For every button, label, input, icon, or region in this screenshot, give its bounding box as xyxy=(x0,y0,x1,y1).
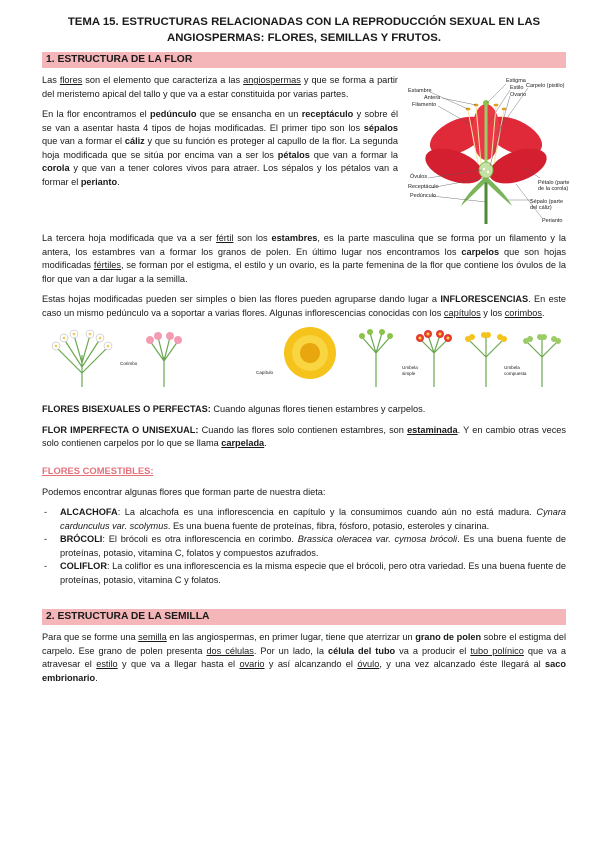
paragraph-dieta: Podemos encontrar algunas flores que forman parte de nuestra dieta: xyxy=(42,486,326,497)
corimbo-illustration xyxy=(52,330,112,387)
label-antera: Antera xyxy=(424,95,441,101)
label-filamento: Filamento xyxy=(412,102,437,108)
flower-diagram-svg xyxy=(406,74,570,232)
paragraph-flores: Las flores son el elemento que caracteriza a las angiospermas y que se forma a partir del meristemo apical del tallo y que va a estar constituida por varias partes. xyxy=(42,75,398,99)
inflorescence-illustrations xyxy=(42,327,566,389)
paragraph-flor-imperfecta: FLOR IMPERFECTA O UNISEXUAL: Cuando las flores solo contienen estambres, son estaminada. Y en cambio otras veces solo contienen carpelos por lo que se llama carpelada. xyxy=(42,424,567,448)
label-perianto: Perianto xyxy=(542,218,563,224)
label-petalo-2: de la corola) xyxy=(538,186,569,192)
section-heading-semilla: 2. ESTRUCTURA DE LA SEMILLA xyxy=(42,609,566,625)
paragraph-inflorescencias: Estas hojas modificadas pueden ser simples o bien las flores pueden agruparse dando lugar a INFLORESCENCIAS. En este caso un mismo pedúnculo va a soportar a varias flores. Algunas inflorescencias conocidas con los capítulos y los corimbos. xyxy=(42,294,566,318)
flower-diagram xyxy=(406,74,570,232)
label-pedunculo: Pedúnculo xyxy=(410,193,436,199)
label-sepalo-2: del cáliz) xyxy=(530,205,552,211)
list-item: - COLIFLOR: La coliflor es una inflorescencia es la misma especie que el brócoli, pero otra variedad. Es una buena fuente de proteínas, potasio, vitamina C y folatos. xyxy=(60,560,566,587)
paragraph-estambres-carpelos: La tercera hoja modificada que va a ser fértil son los estambres, es la parte masculina que se forma por un filamento y la antera, los estambres van a formar los granos de polen. En último lugar nos encontramos los carpelos que son hojas modificadas fértiles, se forman por el estigma, el estilo y un ovario, es la parte femenina de la flor que contiene los óvulos de la flor que van a dar lugar a la semilla. xyxy=(42,233,567,284)
label-ovario: Ovario xyxy=(510,92,527,98)
edible-flowers-list xyxy=(42,506,566,587)
intro-block xyxy=(42,74,570,232)
label-corimbo: Corimbo xyxy=(120,361,138,366)
paragraph-flores-bisexuales: FLORES BISEXUALES O PERFECTAS: Cuando algunas flores tienen estambres y carpelos. xyxy=(42,404,426,414)
label-sepalo: Sépalo (parte xyxy=(530,199,564,205)
section-heading-flor: 1. ESTRUCTURA DE LA FLOR xyxy=(42,52,566,68)
label-estilo: Estilo xyxy=(510,85,524,91)
label-umbela-simple: Umbela xyxy=(402,365,418,370)
label-umbela-compuesta: Umbela xyxy=(504,365,520,370)
label-umbela-compuesta-2: compuesta xyxy=(504,371,527,376)
label-capitulo: Capítulo xyxy=(256,370,274,375)
label-petalo: Pétalo (parte xyxy=(538,180,570,186)
flores-comestibles-heading: FLORES COMESTIBLES: xyxy=(42,464,154,476)
paragraph-partes-flor: En la flor encontramos el pedúnculo que se ensancha en un receptáculo y sobre él se van a asentar hasta 4 tipos de hojas modificadas. El primer tipo son los sépalos que van a formar el cáliz y que su función es proteger al capullo de la flor. La segunda hoja modificada que se sitúa por encima van a ser los pétalos que van a formar la corola y que van a tener colores vivos para atraer. Los sépalos y los pétalos van a formar el perianto. xyxy=(42,109,398,187)
label-umbela-simple-2: simple xyxy=(402,371,416,376)
label-estigma: Estigma xyxy=(506,78,526,84)
label-estambre: Estambre xyxy=(408,88,432,94)
label-ovulos: Óvulos xyxy=(410,174,428,180)
list-item: - ALCACHOFA: La alcachofa es una inflorescencia en capítulo y la consumimos cuando aún no está madura. Cynara cardunculus var. scolymus. Es una buena fuente de proteínas, fibra, fósforo, potasio, esteroles y cinarina. xyxy=(60,506,566,533)
capitulo-illustration xyxy=(284,327,336,379)
paragraph-semilla: Para que se forme una semilla en las angiospermas, en primer lugar, tiene que aterrizar un grano de polen sobre el estigma del carpelo. Ese grano de polen presenta dos células. Por un lado, la célula del tubo va a producir el tubo polínico que va a atravesar el estilo y que va a llegar hasta el ovario y así alcanzando el óvulo, y una vez alcanzado éste llegará al saco embrionario. xyxy=(42,632,566,683)
label-carpelo: Carpelo (pistilo) xyxy=(526,83,565,89)
intro-text xyxy=(42,74,398,232)
list-item: - BRÓCOLI: El brócoli es otra inflorescencia en corimbo. Brassica oleracea var. cymosa brócoli. Es una buena fuente de proteínas, potasio, vitamina C, folatos y compuestos azufrados. xyxy=(60,533,566,560)
inflorescence-svg xyxy=(42,327,566,389)
page xyxy=(42,14,570,692)
document-title: TEMA 15. ESTRUCTURAS RELACIONADAS CON LA REPRODUCCIÓN SEXUAL EN LAS ANGIOSPERMAS: FLORES, SEMILLAS Y FRUTOS. xyxy=(67,16,541,44)
label-receptaculo: Receptáculo xyxy=(408,184,439,190)
